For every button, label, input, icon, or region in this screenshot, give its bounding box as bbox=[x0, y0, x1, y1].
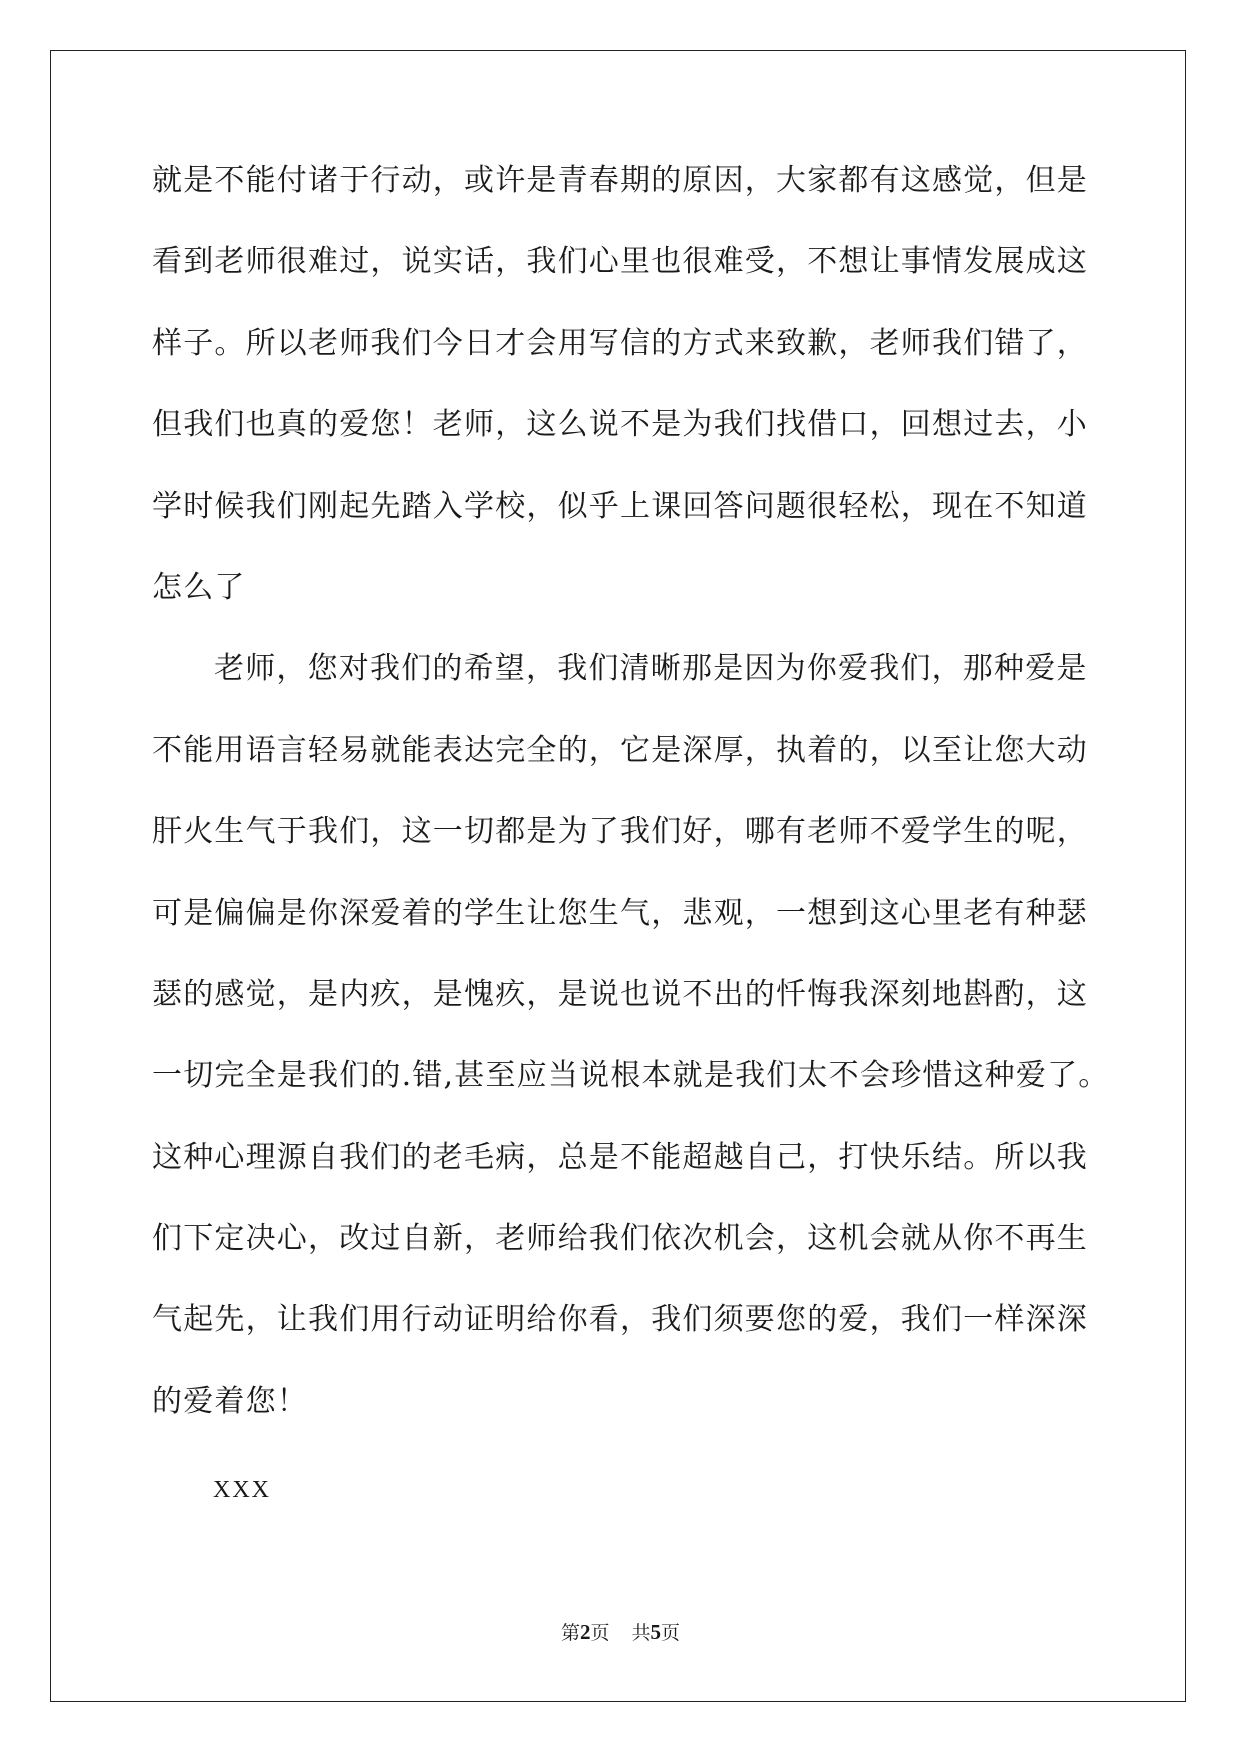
text-line: 们下定决心，改过自新，老师给我们依次机会，这机会就从你不再生 bbox=[152, 1221, 1088, 1257]
text-line: 气起先，让我们用行动证明给你看，我们须要您的爱，我们一样深深 bbox=[152, 1302, 1088, 1338]
total-label-prefix: 共 bbox=[631, 1622, 651, 1644]
text-line: 的爱着您！ bbox=[152, 1383, 308, 1419]
text-line: 怎么了 bbox=[152, 569, 246, 605]
page-number: 2 bbox=[579, 1620, 591, 1644]
text-line: 这种心理源自我们的老毛病，总是不能超越自己，打快乐结。所以我 bbox=[152, 1139, 1088, 1175]
text-line: 肝火生气于我们，这一切都是为了我们好，哪有老师不爱学生的呢， bbox=[152, 814, 1088, 850]
text-line: 不能用语言轻易就能表达完全的，它是深厚，执着的，以至让您大动 bbox=[152, 732, 1088, 768]
text-line: 样子。所以老师我们今日才会用写信的方式来致歉，老师我们错了， bbox=[152, 325, 1088, 361]
text-line: 看到老师很难过，说实话，我们心里也很难受，不想让事情发展成这 bbox=[152, 244, 1088, 280]
text-line: 学时候我们刚起先踏入学校，似乎上课回答问题很轻松，现在不知道 bbox=[152, 488, 1088, 524]
page-label-suffix: 页 bbox=[590, 1622, 610, 1644]
page-label-prefix: 第 bbox=[560, 1622, 580, 1644]
text-line: 但我们也真的爱您！老师，这么说不是为我们找借口，回想过去，小 bbox=[152, 407, 1088, 443]
letter-body bbox=[152, 151, 1110, 1453]
paragraph-start-line: 老师，您对我们的希望，我们清晰那是因为你爱我们，那种爱是 bbox=[214, 651, 1088, 687]
page-footer bbox=[0, 1618, 1241, 1647]
total-pages: 5 bbox=[650, 1620, 662, 1644]
text-line: 瑟的感觉，是内疚，是愧疚，是说也说不出的忏悔我深刻地斟酌，这 bbox=[152, 976, 1088, 1012]
total-label-suffix: 页 bbox=[661, 1622, 681, 1644]
signature: XXX bbox=[213, 1477, 271, 1503]
text-line: 就是不能付诸于行动，或许是青春期的原因，大家都有这感觉，但是 bbox=[152, 163, 1088, 198]
text-line: 可是偏偏是你深爱着的学生让您生气，悲观，一想到这心里老有种瑟 bbox=[152, 895, 1088, 931]
text-line: 一切完全是我们的.错,甚至应当说根本就是我们太不会珍惜这种爱了。 bbox=[152, 1058, 1110, 1094]
